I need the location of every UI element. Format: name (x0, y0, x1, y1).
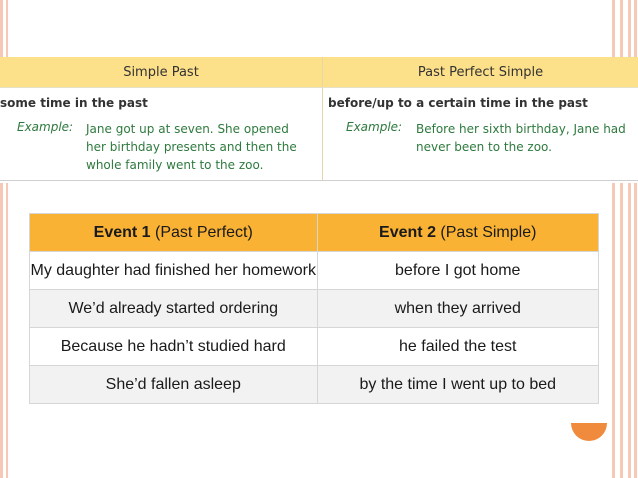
header-event-2: Event 2 (Past Simple) (317, 214, 599, 252)
header-simple-past: Simple Past (0, 57, 322, 87)
event-order-table (29, 213, 599, 404)
event-2-cell: when they arrived (317, 290, 599, 328)
past-perfect-usage: before/up to a certain time in the past (328, 96, 588, 110)
simple-past-usage: some time in the past (0, 96, 148, 110)
column-divider (322, 57, 323, 181)
event-2-cell: he failed the test (317, 328, 599, 366)
header-event-1: Event 1 (Past Perfect) (30, 214, 318, 252)
table-bottom-border (0, 180, 638, 181)
table-row (30, 290, 599, 328)
row-divider (0, 87, 638, 88)
event-2-cell: by the time I went up to bed (317, 366, 599, 404)
event-1-cell: She’d fallen asleep (30, 366, 318, 404)
table-row (30, 366, 599, 404)
table-row (30, 252, 599, 290)
decorative-circle (571, 405, 607, 441)
header-past-perfect-simple: Past Perfect Simple (323, 57, 638, 87)
event-1-cell: We’d already started ordering (30, 290, 318, 328)
tense-comparison-table (0, 57, 638, 183)
event-table-header-row (30, 214, 599, 252)
simple-past-example-label: Example: (17, 120, 74, 134)
event-2-cell: before I got home (317, 252, 599, 290)
event-1-cell: Because he hadn’t studied hard (30, 328, 318, 366)
simple-past-example-text: Jane got up at seven. She opened her birthday presents and then the whole family went to the zoo. (86, 122, 297, 172)
past-perfect-example-text: Before her sixth birthday, Jane had never been to the zoo. (416, 122, 626, 154)
past-perfect-example-label: Example: (346, 120, 403, 134)
event-1-cell: My daughter had finished her homework (30, 252, 318, 290)
table-row (30, 328, 599, 366)
